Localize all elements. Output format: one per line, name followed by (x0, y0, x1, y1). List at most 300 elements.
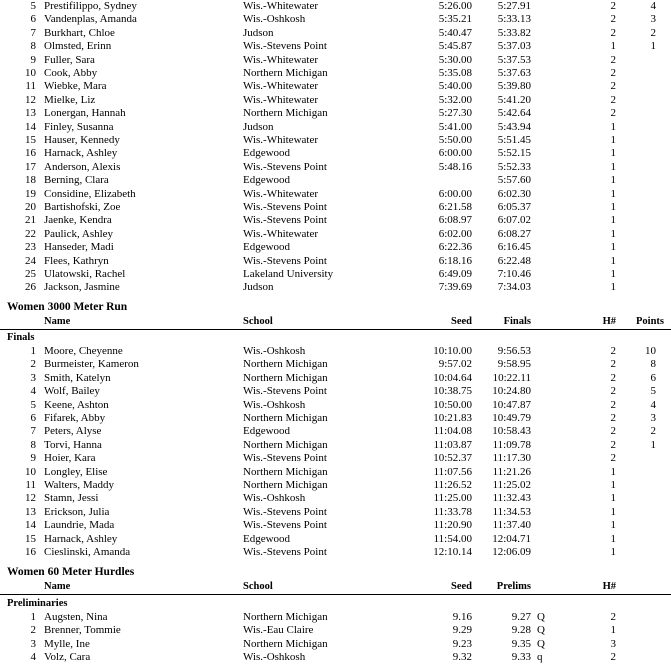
place-cell: 1 (30, 611, 36, 623)
school-name: Wis.-Oshkosh (243, 651, 306, 664)
seed-time: 6:02.00 (438, 227, 472, 240)
heat-number: 1 (610, 479, 616, 491)
athlete-name: Harnack, Ashley (44, 147, 118, 160)
seed-time: 5:40.47 (438, 26, 472, 39)
points-cell: 8 (650, 358, 656, 371)
school-name: Wis.-Stevens Point (243, 519, 327, 532)
header-points: Points (636, 316, 665, 327)
place-cell: 4 (30, 651, 36, 664)
school-name: Northern Michigan (243, 438, 328, 451)
points-cell: 2 (650, 26, 656, 39)
header-seed: Seed (451, 581, 472, 592)
place-cell: 11 (25, 80, 36, 93)
points-cell: 5 (650, 385, 656, 398)
result-time: 5:52.33 (497, 160, 531, 173)
seed-time: 11:25.00 (433, 492, 472, 505)
result-time: 5:37.63 (497, 67, 531, 79)
seed-time: 6:08.97 (438, 214, 472, 227)
place-cell: 9 (30, 452, 36, 465)
place-cell: 10 (25, 465, 36, 478)
result-time: 11:32.43 (492, 492, 531, 505)
result-time: 9.27 (511, 611, 531, 623)
place-cell: 10 (25, 67, 36, 79)
seed-time: 11:07.56 (433, 465, 472, 478)
school-name: Wis.-Oshkosh (243, 398, 306, 411)
athlete-name: Fuller, Sara (44, 53, 95, 66)
athlete-name: Bartishofski, Zoe (44, 201, 121, 213)
heat-number: 2 (610, 358, 616, 371)
school-name: Wis.-Whitewater (243, 0, 318, 12)
result-time: 7:34.03 (497, 281, 531, 294)
school-name: Edgewood (243, 425, 291, 438)
points-cell: 6 (650, 371, 656, 384)
result-row (0, 492, 671, 505)
result-row (0, 80, 671, 93)
seed-time: 5:45.87 (438, 40, 472, 53)
seed-time: 9.16 (452, 611, 472, 623)
result-row (0, 134, 671, 147)
result-time: 11:17.30 (492, 452, 531, 465)
result-time: 11:34.53 (492, 505, 531, 518)
result-row (0, 439, 671, 452)
result-time: 5:37.53 (497, 53, 531, 66)
place-cell: 2 (30, 358, 36, 371)
athlete-name: Cieslinski, Amanda (44, 546, 131, 558)
seed-time: 5:50.00 (438, 134, 472, 146)
result-row (0, 546, 671, 559)
seed-time: 10:52.37 (433, 452, 472, 465)
athlete-name: Paulick, Ashley (44, 227, 114, 240)
result-row (0, 0, 671, 13)
place-cell: 3 (30, 637, 36, 650)
place-cell: 24 (25, 254, 36, 267)
athlete-name: Wolf, Bailey (44, 385, 100, 398)
school-name: Wis.-Stevens Point (243, 452, 327, 465)
heat-number: 1 (610, 134, 616, 146)
athlete-name: Jackson, Jasmine (44, 281, 120, 294)
result-time: 5:37.03 (497, 40, 531, 53)
section-label-prelims: Preliminaries (7, 598, 68, 609)
heat-number: 1 (610, 254, 616, 267)
school-name: Northern Michigan (243, 67, 328, 79)
points-cell: 2 (650, 425, 656, 438)
result-time: 5:57.60 (497, 174, 531, 187)
heat-number: 2 (610, 26, 616, 39)
result-time: 10:47.87 (492, 398, 531, 411)
athlete-name: Erickson, Julia (44, 505, 110, 518)
result-time: 5:43.94 (497, 120, 531, 133)
place-cell: 16 (25, 147, 36, 160)
school-name: Northern Michigan (243, 611, 328, 623)
school-name: Wis.-Stevens Point (243, 505, 327, 518)
result-row (0, 611, 671, 624)
result-row (0, 54, 671, 67)
result-row (0, 228, 671, 241)
seed-time: 10:38.75 (433, 385, 472, 398)
place-cell: 6 (30, 13, 36, 26)
place-cell: 17 (25, 160, 36, 173)
result-time: 6:16.45 (497, 241, 531, 254)
qualifier-mark: Q (537, 624, 545, 637)
place-cell: 14 (25, 519, 36, 532)
heat-number: 1 (610, 120, 616, 133)
athlete-name: Cook, Abby (44, 67, 98, 79)
place-cell: 12 (25, 93, 36, 106)
athlete-name: Ulatowski, Rachel (44, 268, 126, 280)
heat-number: 2 (610, 452, 616, 465)
seed-time: 7:39.69 (438, 281, 472, 294)
seed-time: 9:57.02 (438, 358, 472, 371)
heat-number: 2 (610, 398, 616, 411)
seed-time: 6:18.16 (438, 254, 472, 267)
result-time: 10:24.80 (492, 385, 531, 398)
seed-time: 5:35.21 (438, 13, 472, 26)
result-time: 10:49.79 (492, 412, 531, 424)
heat-number: 1 (610, 505, 616, 518)
school-name: Judson (243, 26, 274, 39)
points-cell: 3 (650, 412, 656, 424)
school-name: Wis.-Whitewater (243, 187, 318, 200)
heat-number: 1 (610, 519, 616, 532)
result-row (0, 624, 671, 637)
heat-number: 2 (610, 425, 616, 438)
place-cell: 14 (25, 120, 36, 133)
result-row (0, 399, 671, 412)
place-cell: 26 (25, 281, 36, 294)
place-cell: 12 (25, 492, 36, 505)
result-row (0, 533, 671, 546)
school-name: Wis.-Stevens Point (243, 160, 327, 173)
heat-number: 2 (610, 13, 616, 26)
header-seed: Seed (451, 316, 472, 327)
result-row (0, 452, 671, 465)
athlete-name: Lonergan, Hannah (44, 107, 126, 120)
heat-number: 1 (610, 40, 616, 53)
heat-number: 1 (610, 624, 616, 637)
school-name: Wis.-Stevens Point (243, 201, 327, 213)
athlete-name: Mielke, Liz (44, 93, 96, 106)
place-cell: 8 (30, 40, 36, 53)
header-rule-3000m (0, 329, 671, 330)
school-name: Wis.-Eau Claire (243, 624, 314, 637)
place-cell: 9 (30, 53, 36, 66)
place-cell: 13 (25, 505, 36, 518)
place-cell: 1 (30, 345, 36, 357)
heat-number: 2 (610, 438, 616, 451)
header-name: Name (44, 316, 71, 327)
result-time: 5:41.20 (497, 93, 531, 106)
athlete-name: Flees, Kathryn (44, 254, 109, 267)
result-row (0, 281, 671, 294)
result-time: 11:09.78 (492, 438, 531, 451)
place-cell: 25 (25, 268, 36, 280)
result-row (0, 255, 671, 268)
result-time: 12:06.09 (492, 546, 531, 558)
school-name: Northern Michigan (243, 107, 328, 120)
heat-number: 1 (610, 147, 616, 160)
column-headers-60mh (0, 580, 671, 594)
result-time: 6:07.02 (497, 214, 531, 227)
seed-time: 11:33.78 (433, 505, 472, 518)
school-name: Wis.-Stevens Point (243, 546, 327, 558)
qualifier-mark: q (537, 651, 543, 664)
seed-time: 10:21.83 (433, 412, 472, 424)
seed-time: 12:10.14 (433, 546, 472, 558)
place-cell: 4 (30, 385, 36, 398)
result-time: 11:37.40 (492, 519, 531, 532)
result-row (0, 345, 671, 358)
heat-number: 2 (610, 107, 616, 120)
place-cell: 8 (30, 438, 36, 451)
athlete-name: Keene, Ashton (44, 398, 109, 411)
result-time: 5:51.45 (497, 134, 531, 146)
school-name: Wis.-Oshkosh (243, 492, 306, 505)
result-row (0, 385, 671, 398)
athlete-name: Vandenplas, Amanda (44, 13, 137, 26)
school-name: Northern Michigan (243, 412, 328, 424)
place-cell: 16 (25, 546, 36, 558)
place-cell: 21 (25, 214, 36, 227)
result-time: 5:39.80 (497, 80, 531, 93)
place-cell: 13 (25, 107, 36, 120)
header-school: School (243, 316, 273, 327)
place-cell: 15 (25, 532, 36, 545)
seed-time: 6:00.00 (438, 147, 472, 160)
heat-number: 1 (610, 160, 616, 173)
points-cell: 1 (650, 40, 656, 53)
result-row (0, 67, 671, 80)
result-row (0, 27, 671, 40)
seed-time: 5:27.30 (438, 107, 472, 120)
seed-time: 6:22.36 (438, 241, 472, 254)
heat-number: 2 (610, 345, 616, 357)
school-name: Wis.-Whitewater (243, 80, 318, 93)
place-cell: 7 (30, 26, 36, 39)
result-row (0, 268, 671, 281)
points-cell: 4 (650, 0, 656, 12)
place-cell: 11 (25, 479, 36, 491)
result-time: 11:25.02 (492, 479, 531, 491)
seed-time: 11:03.87 (433, 438, 472, 451)
heat-number: 1 (610, 227, 616, 240)
result-row (0, 638, 671, 651)
school-name: Wis.-Stevens Point (243, 254, 327, 267)
header-heat: H# (602, 316, 616, 327)
result-row (0, 425, 671, 438)
header-heat: H# (602, 581, 616, 592)
athlete-name: Burkhart, Chloe (44, 26, 115, 39)
seed-time: 10:04.64 (433, 371, 472, 384)
seed-time: 5:32.00 (438, 93, 472, 106)
athlete-name: Moore, Cheyenne (44, 345, 123, 357)
result-time: 10:58.43 (492, 425, 531, 438)
result-time: 5:33.82 (497, 26, 531, 39)
result-time: 6:22.48 (497, 254, 531, 267)
seed-time: 5:41.00 (438, 120, 472, 133)
athlete-name: Harnack, Ashley (44, 532, 118, 545)
result-row (0, 479, 671, 492)
heat-number: 2 (610, 412, 616, 424)
result-time: 5:33.13 (497, 13, 531, 26)
school-name: Edgewood (243, 147, 291, 160)
heat-number: 2 (610, 651, 616, 664)
result-row (0, 241, 671, 254)
athlete-name: Wiebke, Mara (44, 80, 107, 93)
seed-time: 11:20.90 (433, 519, 472, 532)
points-cell: 4 (650, 398, 656, 411)
result-time: 6:08.27 (497, 227, 531, 240)
result-time: 5:52.15 (497, 147, 531, 160)
heat-number: 1 (610, 174, 616, 187)
seed-time: 11:04.08 (433, 425, 472, 438)
place-cell: 2 (30, 624, 36, 637)
heat-number: 2 (610, 371, 616, 384)
school-name: Judson (243, 120, 274, 133)
seed-time: 5:30.00 (438, 53, 472, 66)
place-cell: 5 (30, 398, 36, 411)
heat-number: 1 (610, 187, 616, 200)
result-row (0, 13, 671, 26)
school-name: Wis.-Oshkosh (243, 345, 306, 357)
header-rule-60mh (0, 594, 671, 595)
seed-time: 6:21.58 (438, 201, 472, 213)
athlete-name: Volz, Cara (44, 651, 91, 664)
result-row (0, 94, 671, 107)
school-name: Northern Michigan (243, 358, 328, 371)
seed-time: 10:10.00 (433, 345, 472, 357)
seed-time: 10:50.00 (433, 398, 472, 411)
seed-time: 5:48.16 (438, 160, 472, 173)
school-name: Wis.-Stevens Point (243, 385, 327, 398)
school-name: Edgewood (243, 532, 291, 545)
heat-number: 2 (610, 80, 616, 93)
result-row (0, 147, 671, 160)
seed-time: 5:40.00 (438, 80, 472, 93)
athlete-name: Prestifilippo, Sydney (44, 0, 137, 12)
place-cell: 3 (30, 371, 36, 384)
athlete-name: Hauser, Kennedy (44, 134, 120, 146)
seed-time: 5:35.08 (438, 67, 472, 79)
result-row (0, 466, 671, 479)
heat-number: 1 (610, 214, 616, 227)
result-time: 9.35 (511, 637, 531, 650)
header-prelims: Prelims (496, 581, 531, 592)
athlete-name: Laundrie, Mada (44, 519, 115, 532)
heat-number: 1 (610, 201, 616, 213)
result-time: 6:05.37 (497, 201, 531, 213)
school-name: Wis.-Stevens Point (243, 40, 327, 53)
result-row (0, 121, 671, 134)
heat-number: 1 (610, 532, 616, 545)
athlete-name: Longley, Elise (44, 465, 108, 478)
heat-number: 2 (610, 53, 616, 66)
result-row (0, 506, 671, 519)
place-cell: 6 (30, 412, 36, 424)
heat-number: 2 (610, 93, 616, 106)
result-row (0, 107, 671, 120)
result-time: 6:02.30 (497, 187, 531, 200)
school-name: Wis.-Whitewater (243, 93, 318, 106)
athlete-name: Torvi, Hanna (44, 438, 102, 451)
athlete-name: Peters, Alyse (44, 425, 102, 438)
result-time: 10:22.11 (492, 371, 531, 384)
athlete-name: Hanseder, Madi (44, 241, 114, 254)
place-cell: 23 (25, 241, 36, 254)
result-row (0, 214, 671, 227)
result-time: 9.33 (511, 651, 531, 664)
athlete-name: Jaenke, Kendra (44, 214, 112, 227)
result-row (0, 174, 671, 187)
result-row (0, 519, 671, 532)
qualifier-mark: Q (537, 611, 545, 623)
athlete-name: Considine, Elizabeth (44, 187, 136, 200)
school-name: Wis.-Oshkosh (243, 13, 306, 26)
school-name: Northern Michigan (243, 465, 328, 478)
athlete-name: Burmeister, Kameron (44, 358, 139, 371)
school-name: Wis.-Whitewater (243, 134, 318, 146)
points-cell: 3 (650, 13, 656, 26)
school-name: Northern Michigan (243, 479, 328, 491)
place-cell: 7 (30, 425, 36, 438)
athlete-name: Finley, Susanna (44, 120, 114, 133)
section-label-finals: Finals (7, 332, 35, 343)
result-row (0, 188, 671, 201)
place-cell: 19 (25, 187, 36, 200)
seed-time: 6:49.09 (438, 268, 472, 280)
seed-time: 11:26.52 (433, 479, 472, 491)
result-time: 11:21.26 (492, 465, 531, 478)
heat-number: 1 (610, 465, 616, 478)
heat-number: 1 (610, 281, 616, 294)
result-row (0, 201, 671, 214)
athlete-name: Augsten, Nina (44, 611, 108, 623)
place-cell: 18 (25, 174, 36, 187)
seed-time: 9.32 (452, 651, 472, 664)
qualifier-mark: Q (537, 637, 545, 650)
athlete-name: Fifarek, Abby (44, 412, 106, 424)
heat-number: 2 (610, 385, 616, 398)
athlete-name: Stamn, Jessi (44, 492, 99, 505)
place-cell: 22 (25, 227, 36, 240)
result-time: 9.28 (511, 624, 531, 637)
result-row (0, 412, 671, 425)
event-title-3000m: Women 3000 Meter Run (7, 301, 128, 313)
points-cell: 1 (650, 438, 656, 451)
school-name: Lakeland University (243, 268, 334, 280)
heat-number: 1 (610, 546, 616, 558)
athlete-name: Olmsted, Erinn (44, 40, 112, 53)
heat-number: 1 (610, 492, 616, 505)
athlete-name: Berning, Clara (44, 174, 109, 187)
result-row (0, 372, 671, 385)
result-time: 9:56.53 (497, 345, 531, 357)
result-row (0, 651, 671, 664)
result-time: 5:42.64 (497, 107, 531, 120)
result-time: 5:27.91 (497, 0, 531, 12)
seed-time: 9.23 (452, 637, 472, 650)
place-cell: 20 (25, 201, 36, 213)
school-name: Northern Michigan (243, 637, 328, 650)
points-cell: 10 (645, 345, 656, 357)
result-time: 12:04.71 (492, 532, 531, 545)
heat-number: 2 (610, 0, 616, 12)
result-row (0, 358, 671, 371)
heat-number: 1 (610, 268, 616, 280)
seed-time: 11:54.00 (433, 532, 472, 545)
result-time: 7:10.46 (497, 268, 531, 280)
school-name: Wis.-Whitewater (243, 227, 318, 240)
school-name: Judson (243, 281, 274, 294)
